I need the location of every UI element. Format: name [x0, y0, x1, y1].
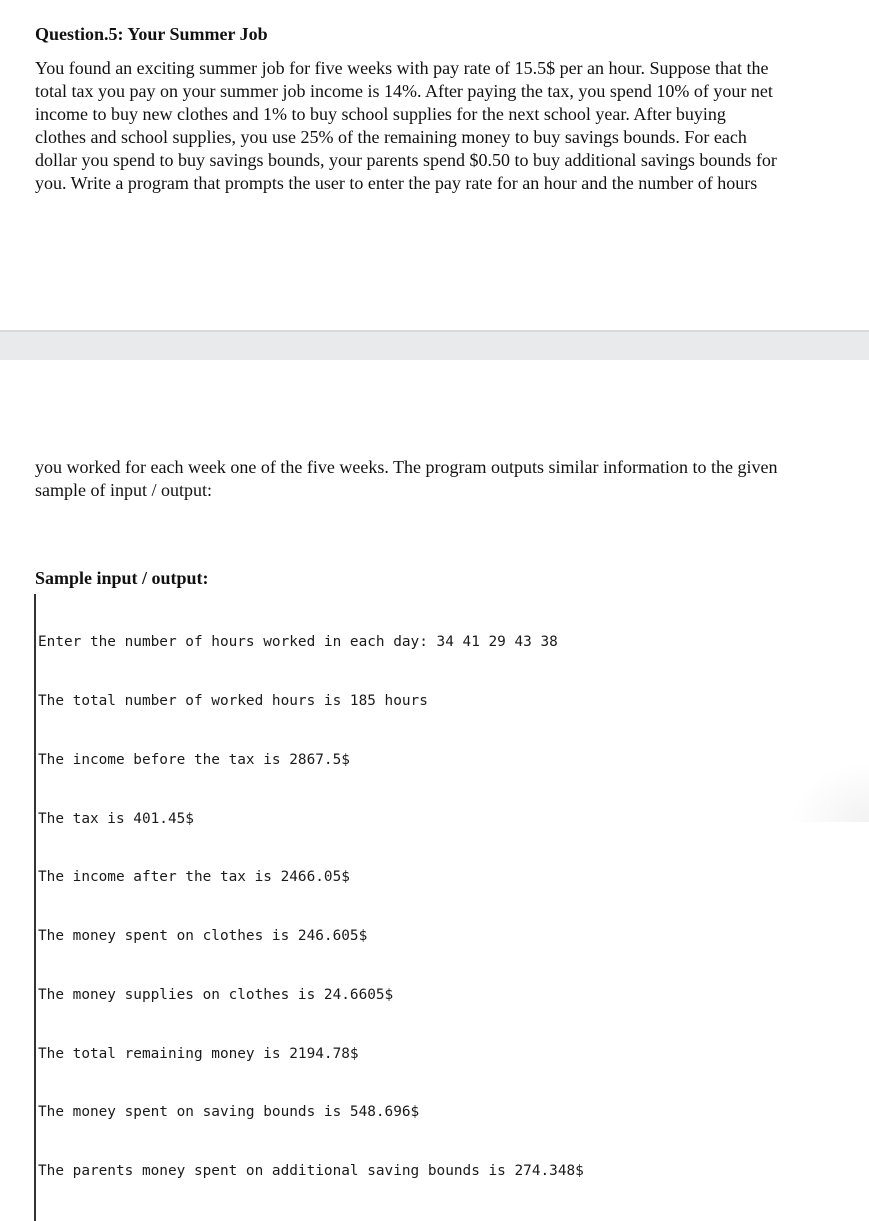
paragraph-line: total tax you pay on your summer job income is 14%. After paying the tax, you spend 10% of your net	[35, 81, 773, 101]
question-title: Question.5: Your Summer Job	[35, 24, 268, 44]
code-line: The parents money spent on additional saving bounds is 274.348$	[38, 1163, 584, 1180]
paragraph-line: sample of input / output:	[35, 480, 212, 500]
paragraph-line: You found an exciting summer job for five weeks with pay rate of 15.5$ per an hour. Suppose that the	[35, 58, 769, 78]
code-line: The money spent on clothes is 246.605$	[38, 928, 368, 945]
paragraph-line: income to buy new clothes and 1% to buy school supplies for the next school year. After buying	[35, 104, 726, 124]
sample-heading: Sample input / output:	[35, 568, 209, 588]
code-line: The money spent on saving bounds is 548.696$	[38, 1104, 420, 1121]
paragraph-line: dollar you spend to buy savings bounds, your parents spend $0.50 to buy additional savings bounds for	[35, 150, 777, 170]
question-paragraph-part2	[35, 456, 850, 502]
code-line: Enter the number of hours worked in each day: 34 41 29 43 38	[38, 634, 558, 651]
page-two	[0, 360, 869, 1180]
page-break-divider	[0, 330, 869, 360]
code-line: The total remaining money is 2194.78$	[38, 1045, 359, 1062]
paragraph-line: clothes and school supplies, you use 25% of the remaining money to buy savings bounds. For each	[35, 127, 747, 147]
question-paragraph-part1	[35, 57, 850, 195]
paragraph-line: you worked for each week one of the five weeks. The program outputs similar information to the given	[35, 457, 778, 477]
page-one	[0, 0, 869, 330]
code-line: The income after the tax is 2466.05$	[38, 869, 350, 886]
paragraph-line: you. Write a program that prompts the user to enter the pay rate for an hour and the number of hours	[35, 173, 758, 193]
code-line: The tax is 401.45$	[38, 810, 194, 827]
sample-output-code-block	[34, 594, 584, 1221]
code-line: The income before the tax is 2867.5$	[38, 751, 350, 768]
page-corner-shadow	[789, 762, 869, 822]
code-line: The total number of worked hours is 185 hours	[38, 692, 428, 709]
code-line: The money supplies on clothes is 24.6605$	[38, 986, 394, 1003]
